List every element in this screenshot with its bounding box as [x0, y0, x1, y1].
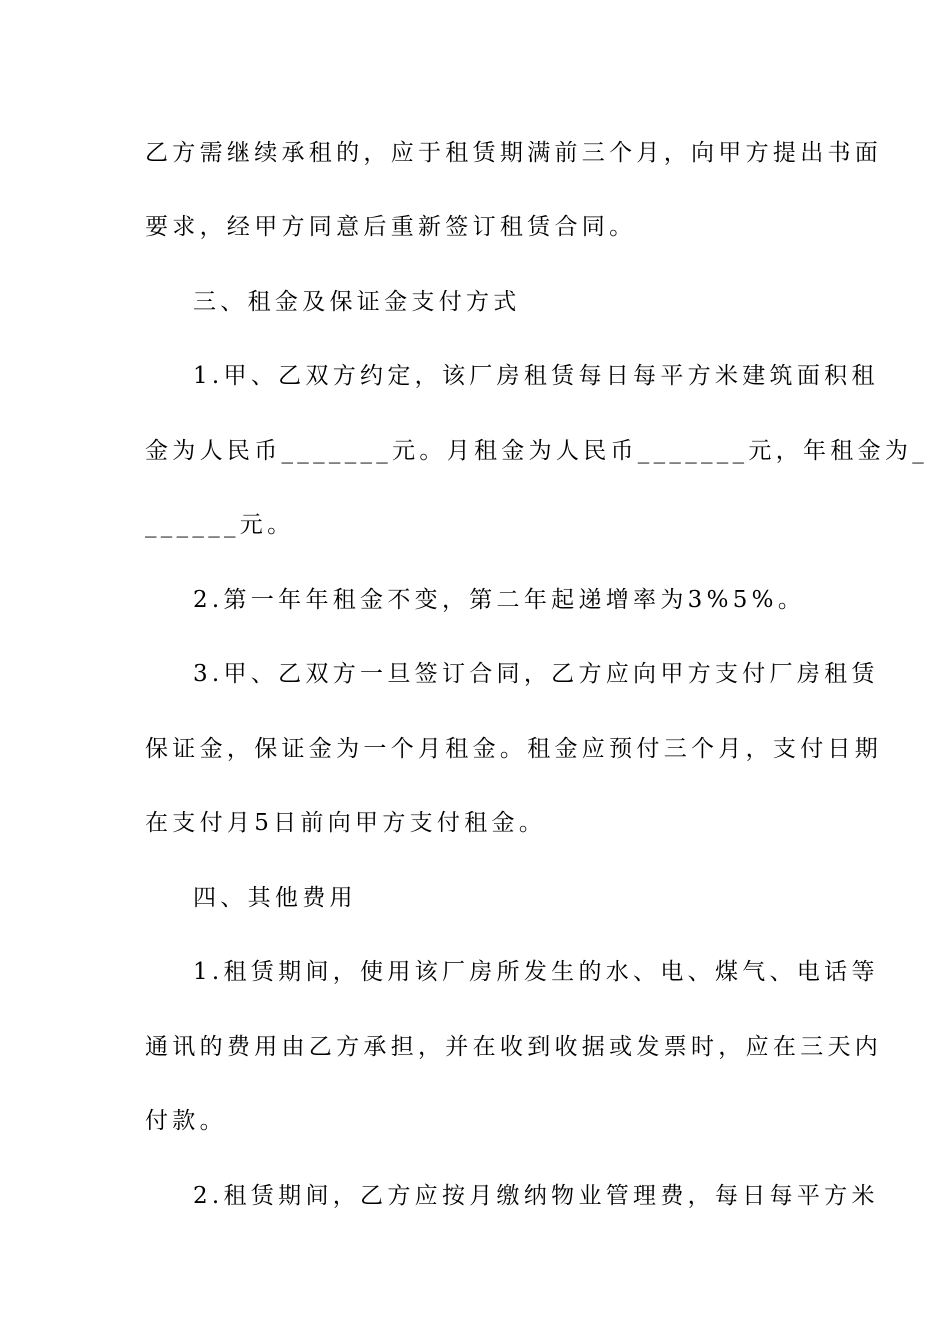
- text-line-4: 1.甲、乙双方约定，该厂房租赁每日每平方米建筑面积租: [193, 363, 879, 389]
- text-line-12: 1.租赁期间，使用该厂房所发生的水、电、煤气、电话等: [193, 959, 879, 985]
- section-heading-4: 四、其他费用: [193, 885, 357, 911]
- text-line-13: 通讯的费用由乙方承担，并在收到收据或发票时，应在三天内: [145, 1034, 883, 1060]
- section-heading-3: 三、租金及保证金支付方式: [193, 289, 521, 315]
- text-line-1: 乙方需继续承租的，应于租赁期满前三个月，向甲方提出书面: [145, 140, 883, 166]
- text-line-10: 在支付月5日前向甲方支付租金。: [145, 810, 547, 836]
- text-line-5: 金为人民币_______元。月租金为人民币_______元，年租金为_: [145, 438, 928, 464]
- text-line-7: 2.第一年年租金不变，第二年起递增率为3%5%。: [193, 587, 806, 613]
- text-line-9: 保证金，保证金为一个月租金。租金应预付三个月，支付日期: [145, 736, 883, 762]
- text-line-15: 2.租赁期间，乙方应按月缴纳物业管理费，每日每平方米: [193, 1183, 879, 1209]
- text-line-8: 3.甲、乙双方一旦签订合同，乙方应向甲方支付厂房租赁: [193, 661, 879, 687]
- text-line-14: 付款。: [145, 1108, 227, 1134]
- text-line-6: ______元。: [145, 512, 295, 538]
- text-line-2: 要求，经甲方同意后重新签订租赁合同。: [145, 214, 637, 240]
